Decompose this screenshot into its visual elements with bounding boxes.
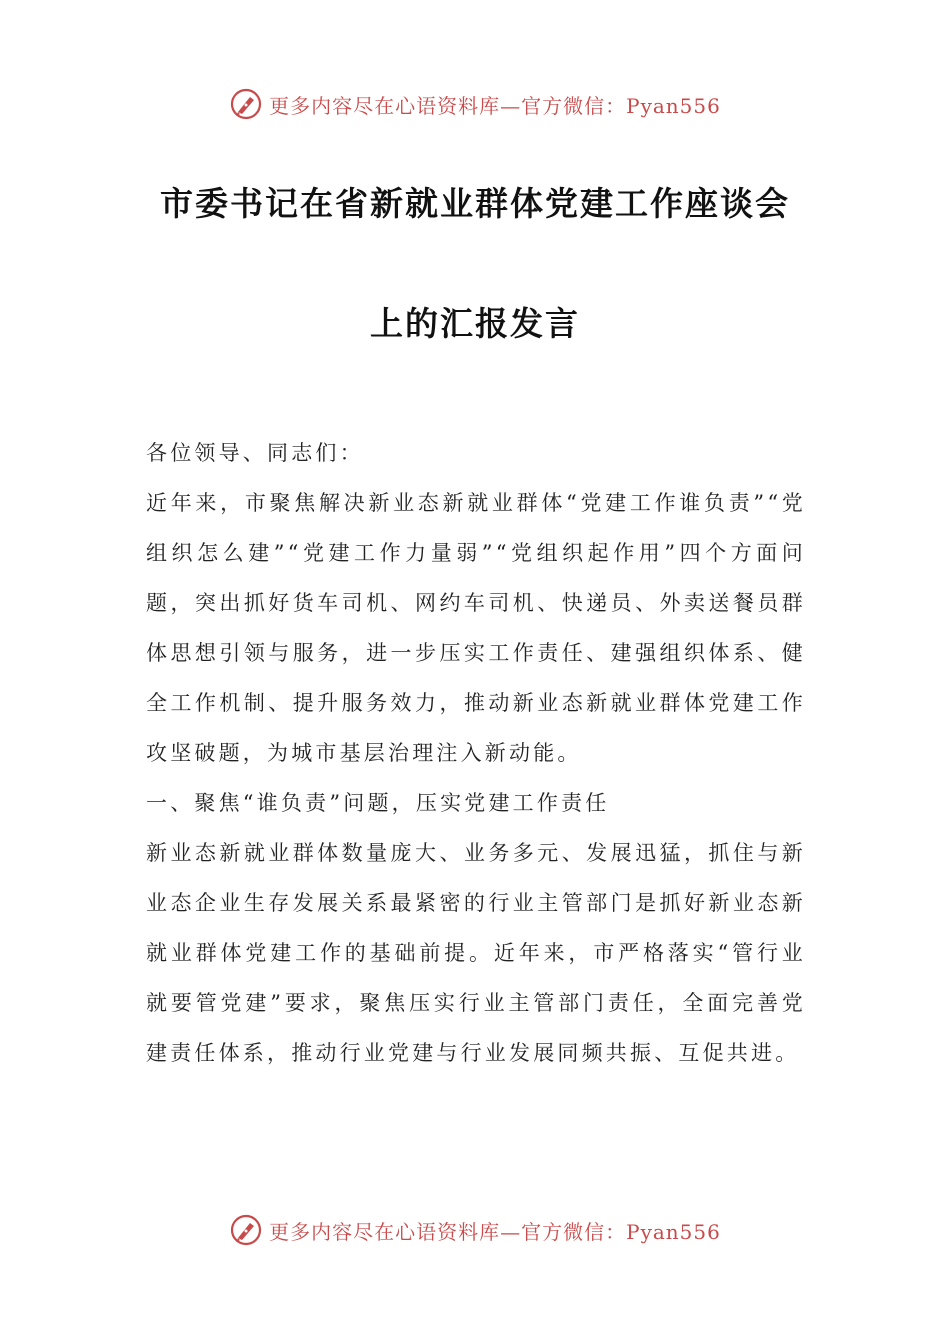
header-watermark (0, 84, 950, 124)
pen-nib-circle-icon (229, 1213, 263, 1247)
paragraph-intro: 近年来，市聚焦解决新业态新就业群体“党建工作谁负责”“党组织怎么建”“党建工作力量弱”“党组织起作用”四个方面问题，突出抓好货车司机、网约车司机、快递员、外卖送餐员群体思想引领与服务，进一步压实工作责任、建强组织体系、健全工作机制、提升服务效力，推动新业态新就业群体党建工作攻坚破题，为城市基层治理注入新动能。 (146, 491, 806, 765)
footer-watermark (0, 1210, 950, 1250)
salutation: 各位领导、同志们： (146, 441, 364, 465)
document-title-line-2: 上的汇报发言 (370, 304, 580, 343)
document-title-line-1: 市委书记在省新就业群体党建工作座谈会 (160, 184, 790, 223)
section-heading-1: 一、聚焦“谁负责”问题，压实党建工作责任 (146, 791, 610, 815)
paragraph-section-1: 新业态新就业群体数量庞大、业务多元、发展迅猛，抓住与新业态企业生存发展关系最紧密的行业主管部门是抓好新业态新就业群体党建工作的基础前提。近年来，市严格落实“管行业就要管党建”要求，聚焦压实行业主管部门责任，全面完善党建责任体系，推动行业党建与行业发展同频共振、互促共进。 (146, 841, 806, 1065)
footer-watermark-text: 更多内容尽在心语资料库—官方微信：Pyan556 (269, 1219, 721, 1244)
header-watermark-text: 更多内容尽在心语资料库—官方微信：Pyan556 (269, 93, 721, 118)
pen-nib-circle-icon (229, 87, 263, 121)
document-body (146, 428, 806, 1078)
